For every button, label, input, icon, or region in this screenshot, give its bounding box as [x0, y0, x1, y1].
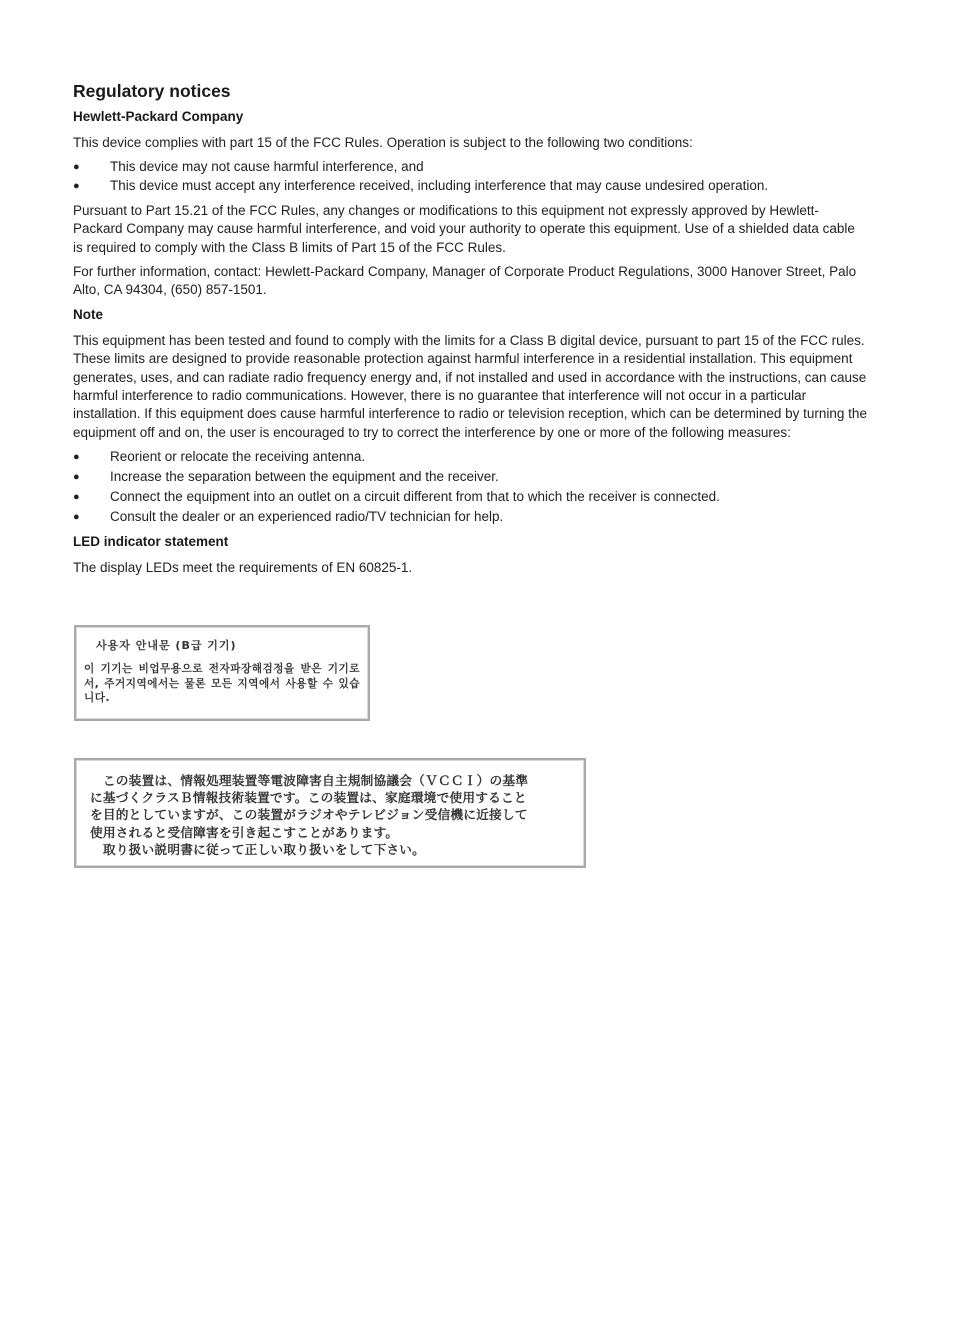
measures-list: [73, 448, 868, 526]
list-item-text: This device may not cause harmful interference, and: [110, 159, 424, 175]
led-paragraph: The display LEDs meet the requirements of EN 60825-1.: [73, 559, 413, 575]
note-paragraph: This equipment has been tested and found to comply with the limits for a Class B digital device, pursuant to part 15 of the FCC rules. These limits are designed to provide reasonable protection against harmful interference in a residential installation. This equipment generates, uses, and can radiate radio frequency energy and, if not installed and used in accordance with the instructions, can cause harmful interference to radio communications. However, there is no guarantee that interference will not occur in a particular installation. If this equipment does cause harmful interference to radio or television reception, which can be determined by turning the equipment off and on, the user is encouraged to try to correct the interference by one or more of the following measures:: [73, 332, 867, 440]
conditions-list: [73, 158, 868, 195]
korean-notice-title: 사용자 안내문 (B급 기기): [96, 639, 237, 652]
bullet-icon: ●: [73, 451, 80, 464]
list-item: [73, 468, 868, 486]
list-item-text: Reorient or relocate the receiving antenna.: [110, 449, 366, 465]
list-item-text: Increase the separation between the equipment and the receiver.: [110, 469, 499, 485]
korean-notice-text: 이 기기는 비업무용으로 전자파장해검정을 받은 기기로서, 주거지역에서는 물론 모든 지역에서 사용할 수 있습니다.: [84, 663, 360, 705]
bullet-icon: ●: [73, 180, 80, 193]
list-item: [73, 158, 868, 176]
pursuant-paragraph: Pursuant to Part 15.21 of the FCC Rules, any changes or modifications to this equipment not expressly approved by Hewlett-Packard Company may cause harmful interference, and void your authority to operate this equipment. Use of a shielded data cable is required to comply with the Class B limits of Part 15 of the FCC Rules.: [73, 202, 855, 255]
bullet-icon: ●: [73, 511, 80, 524]
bullet-icon: ●: [73, 491, 80, 504]
list-item: [73, 177, 868, 195]
regulatory-notices-page: [73, 80, 868, 583]
list-item: [73, 448, 868, 466]
bullet-icon: ●: [73, 161, 80, 174]
list-item-text: Consult the dealer or an experienced radio/TV technician for help.: [110, 509, 504, 525]
intro-paragraph: This device complies with part 15 of the FCC Rules. Operation is subject to the following two conditions:: [73, 135, 693, 150]
list-item: [73, 508, 868, 526]
list-item: [73, 488, 868, 506]
company-heading: Hewlett-Packard Company: [73, 109, 244, 124]
list-item-text: Connect the equipment into an outlet on a circuit different from that to which the receiver is connected.: [110, 489, 720, 505]
list-item-text: This device must accept any interference received, including interference that may cause undesired operation.: [110, 178, 769, 194]
bullet-icon: ●: [73, 471, 80, 484]
note-heading: Note: [73, 306, 103, 322]
japanese-notice-text: この装置は、情報処理装置等電波障害自主規制協議会（ＶＣＣＩ）の基準 に基づくクラスＢ情報技術装置です。この装置は、家庭環境で使用すること を目的としていますが、この装置がラジオやテレビジョン受信機に近接して 使用されると受信障害を引き起こすことがあります。 取り扱い説明書に従って正しい取り扱いをして下さい。: [90, 773, 529, 857]
japanese-vcci-notice: [74, 758, 586, 868]
led-heading: LED indicator statement: [73, 533, 229, 549]
contact-paragraph: For further information, contact: Hewlett-Packard Company, Manager of Corporate Product Regulations, 3000 Hanover Street, Palo Alto, CA 94304, (650) 857-1501.: [73, 263, 857, 298]
page-title: Regulatory notices: [73, 81, 231, 101]
korean-class-b-notice: [74, 625, 370, 721]
